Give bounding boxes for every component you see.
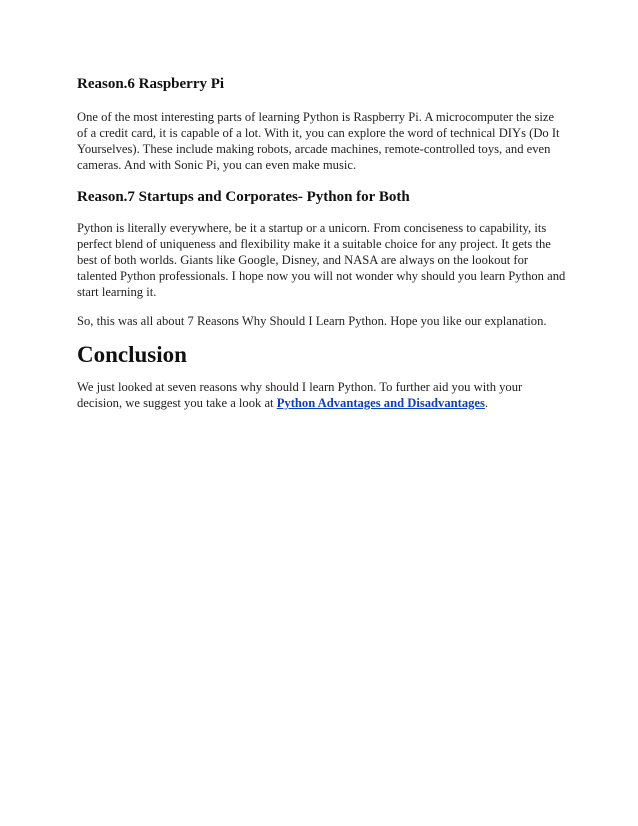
reason6-paragraph: One of the most interesting parts of learning Python is Raspberry Pi. A microcomputer the size of a credit card, it is capable of a lot. With it, you can explore the word of technical DIYs (Do It Yourselves). These include making robots, arcade machines, remote-controlled toys, and even cameras. And with Sonic Pi, you can even make music. xyxy=(77,110,560,172)
reason7-paragraph: Python is literally everywhere, be it a startup or a unicorn. From conciseness to capability, its perfect blend of uniqueness and flexibility make it a suitable choice for any project. It gets the best of both worlds. Giants like Google, Disney, and NASA are always on the lookout for talented Python professionals. I hope now you will not wonder why should you learn Python and start learning it. xyxy=(77,221,566,299)
conclusion-heading: Conclusion xyxy=(77,342,187,367)
conclusion-paragraph xyxy=(77,379,567,411)
python-advantages-link[interactable]: Python Advantages and Disadvantages xyxy=(276,396,485,410)
document-page xyxy=(77,70,567,411)
summary-paragraph: So, this was all about 7 Reasons Why Should I Learn Python. Hope you like our explanation. xyxy=(77,314,547,328)
conclusion-period: . xyxy=(484,396,489,410)
conclusion-text: We just looked at seven reasons why should I learn Python. To further aid you with your decision, we suggest you take a look at xyxy=(77,380,523,410)
reason7-heading: Reason.7 Startups and Corporates- Python for Both xyxy=(77,189,410,205)
reason6-heading: Reason.6 Raspberry Pi xyxy=(77,76,225,92)
